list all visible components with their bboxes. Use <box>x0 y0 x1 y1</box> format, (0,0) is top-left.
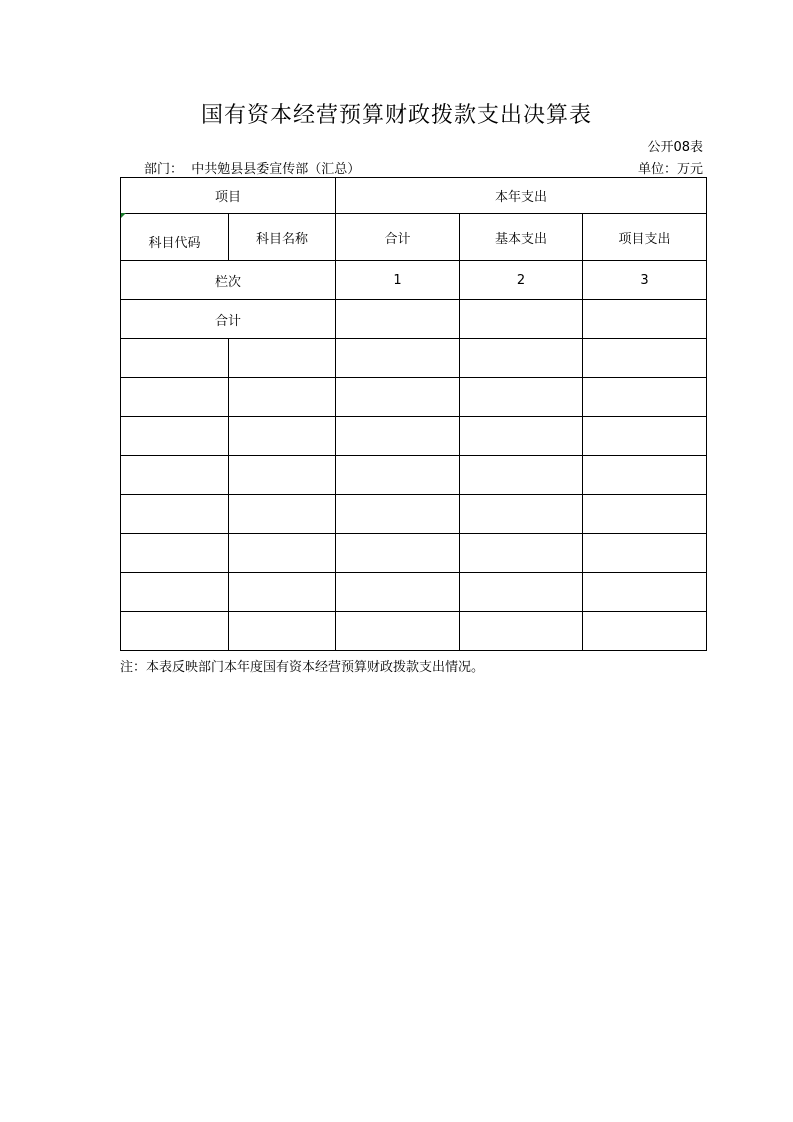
table-cell <box>460 339 583 378</box>
table-cell <box>583 573 707 612</box>
table-cell <box>229 378 336 417</box>
table-cell <box>121 456 229 495</box>
table-cell <box>583 417 707 456</box>
table-cell <box>583 339 707 378</box>
table-cell <box>336 417 460 456</box>
unit-line <box>638 158 703 177</box>
table-cell <box>583 612 707 651</box>
column-number-label: 栏次 <box>121 261 336 300</box>
table-cell <box>121 495 229 534</box>
table-cell <box>460 495 583 534</box>
table-cell <box>460 573 583 612</box>
table-cell <box>460 612 583 651</box>
table-cell <box>460 378 583 417</box>
header-item: 项目 <box>121 178 336 214</box>
expenditure-table <box>120 177 707 651</box>
table-row <box>121 456 707 495</box>
total-row-cell <box>583 300 707 339</box>
table-cell <box>460 534 583 573</box>
cell-comment-marker <box>121 213 126 218</box>
table-cell <box>229 456 336 495</box>
table-row <box>121 417 707 456</box>
total-row <box>121 300 707 339</box>
header-basic: 基本支出 <box>460 214 583 261</box>
total-row-label: 合计 <box>121 300 336 339</box>
header-total: 合计 <box>336 214 460 261</box>
header-code: 科目代码 <box>121 214 229 261</box>
unit-label: 单位： <box>637 162 677 177</box>
department-line <box>144 158 360 177</box>
table-cell <box>121 417 229 456</box>
table-cell <box>229 339 336 378</box>
table-cell <box>583 495 707 534</box>
table-cell <box>229 417 336 456</box>
header-current-year: 本年支出 <box>336 178 707 214</box>
table-cell <box>121 378 229 417</box>
column-number-row <box>121 261 707 300</box>
footnote: 注：本表反映部门本年度国有资本经营预算财政拨款支出情况。 <box>120 660 485 675</box>
table-cell <box>121 534 229 573</box>
table-cell <box>336 573 460 612</box>
header-row-2 <box>121 214 707 261</box>
table-cell <box>336 339 460 378</box>
table-row <box>121 534 707 573</box>
table-cell <box>583 378 707 417</box>
table-cell <box>229 534 336 573</box>
table-cell <box>583 456 707 495</box>
department-name: 中共勉县县委宣传部（汇总） <box>191 162 361 177</box>
header-project: 项目支出 <box>583 214 707 261</box>
column-number-1: 1 <box>336 261 460 300</box>
table-cell <box>336 612 460 651</box>
table-row <box>121 495 707 534</box>
department-label: 部门： <box>144 162 184 177</box>
table-cell <box>460 417 583 456</box>
total-row-cell <box>336 300 460 339</box>
table-cell <box>229 573 336 612</box>
table-cell <box>460 456 583 495</box>
column-number-3: 3 <box>583 261 707 300</box>
table-row <box>121 339 707 378</box>
header-row-1 <box>121 178 707 214</box>
total-row-cell <box>460 300 583 339</box>
table-row <box>121 612 707 651</box>
table-cell <box>583 534 707 573</box>
unit-value: 万元 <box>676 162 703 177</box>
table-cell <box>229 495 336 534</box>
form-number: 公开08表 <box>647 140 703 155</box>
table-cell <box>336 378 460 417</box>
table-cell <box>229 612 336 651</box>
page-title: 国有资本经营预算财政拨款支出决算表 <box>200 103 592 128</box>
table-row <box>121 378 707 417</box>
table-cell <box>121 573 229 612</box>
table-cell <box>336 495 460 534</box>
header-name: 科目名称 <box>229 214 336 261</box>
table-cell <box>121 612 229 651</box>
table-cell <box>121 339 229 378</box>
table-cell <box>336 534 460 573</box>
table-cell <box>336 456 460 495</box>
table-row <box>121 573 707 612</box>
column-number-2: 2 <box>460 261 583 300</box>
